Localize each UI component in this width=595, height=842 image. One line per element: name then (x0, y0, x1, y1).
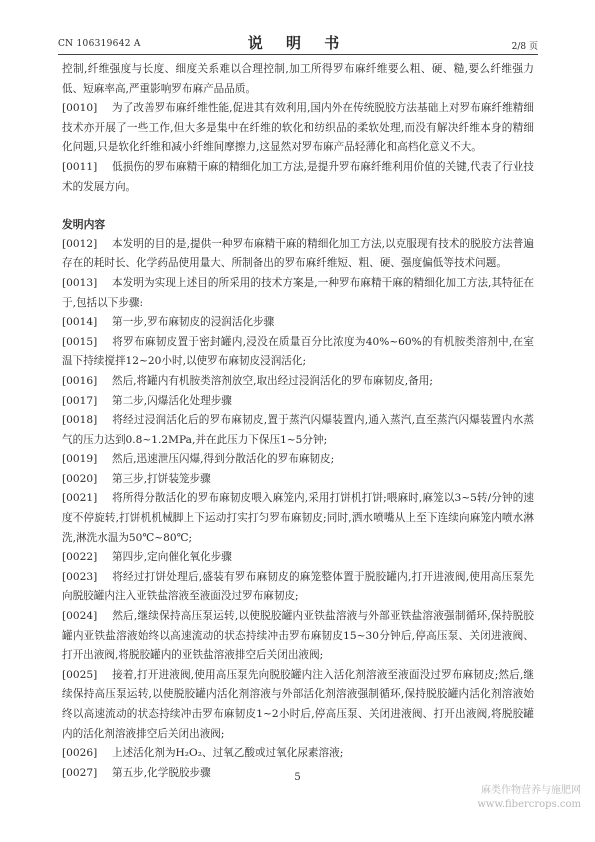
document-title: 说 明 书 (247, 34, 349, 52)
paragraph (62, 450, 534, 470)
paragraph-number: [0025] (62, 668, 98, 681)
paragraph-text: 将罗布麻韧皮置于密封罐内,浸没在质量百分比浓度为40%~60%的有机胺类溶剂中,在室温下持续搅拌12~20小时,以使罗布麻韧皮浸润活化; (62, 335, 534, 368)
paragraph (62, 99, 534, 158)
paragraph-text: 将经过浸润活化后的罗布麻韧皮,置于蒸汽闪爆装置内,通入蒸汽,直至蒸汽闪爆装置内水蒸气的压力达到0.8~1.2MPa,并在此压力下保压1~5分钟; (62, 414, 534, 446)
paragraph-number: [0023] (62, 570, 98, 583)
page-header (58, 30, 538, 54)
section-heading: 发明内容 (62, 218, 106, 232)
paragraph (62, 158, 534, 197)
paragraph-number: [0022] (62, 551, 98, 564)
paragraph-number: [0012] (62, 237, 98, 250)
paragraph-text: 本发明为实现上述目的所采用的技术方案是,一种罗布麻精干麻的精细化加工方法,其特征在于,包括以下步骤: (62, 276, 534, 309)
paragraph-text: 第二步,闪爆活化处理步骤 (112, 394, 232, 407)
main-paragraphs (62, 235, 534, 784)
paragraph (62, 411, 534, 450)
paragraph-text: 控制,纤维强度与长度、细度关系难以合理控制,加工所得罗布麻纤维要么粗、硬、糙,要么纤维强力低、短麻率高,严重影响罗布麻产品品质。 (62, 63, 534, 95)
page-indicator: 2/8 页 (511, 42, 538, 52)
paragraph-number: [0015] (62, 335, 98, 348)
header-rule (58, 54, 538, 55)
paragraph-number: [0027] (62, 766, 98, 779)
paragraph (62, 548, 534, 568)
top-paragraphs (62, 60, 534, 197)
paragraph-number: [0019] (62, 453, 98, 466)
document-body (62, 60, 534, 783)
paragraph (62, 313, 534, 333)
paragraph (62, 470, 534, 490)
page-number: 5 (294, 772, 301, 783)
paragraph-number: [0021] (62, 492, 98, 505)
paragraph-text: 将所得分散活化的罗布麻韧皮喂入麻笼内,采用打饼机打饼;喂麻时,麻笼以3~5转/分钟的速度不停旋转,打饼机机械脚上下运动打实打匀罗布麻韧皮;同时,洒水喷嘴从上至下连续向麻笼内喷水淋洗,淋洗水温为50℃~80℃; (62, 492, 534, 544)
paragraph (62, 60, 534, 99)
paragraph-text: 第五步,化学脱胶步骤 (112, 766, 211, 779)
watermark-site-name: 麻类作物营养与施肥网 (481, 785, 581, 796)
paragraph-text: 接着,打开进液阀,使用高压泵先向脱胶罐内注入活化剂溶液至液面没过罗布麻韧皮;然后,继续保持高压泵运转,以使脱胶罐内活化剂溶液与外部活化剂溶液强制循环,保持脱胶罐内活化剂溶液始终以高速流动的状态持续冲击罗布麻韧皮1~2小时后,停高压泵、关闭进液阀、打开出液阀,将脱胶罐内的活化剂溶液排空后关闭出液阀; (62, 668, 534, 740)
paragraph-number: [0017] (62, 394, 98, 407)
paragraph (62, 274, 534, 313)
paragraph-text: 然后,将罐内有机胺类溶剂放空,取出经过浸润活化的罗布麻韧皮,备用; (112, 374, 433, 387)
paragraph (62, 333, 534, 372)
paragraph-number: [0026] (62, 747, 98, 760)
paragraph-text: 上述活化剂为H₂O₂、过氧乙酸或过氧化尿素溶液; (112, 747, 344, 760)
paragraph-text: 低损伤的罗布麻精干麻的精细化加工方法,是提升罗布麻纤维利用价值的关键,代表了行业技术的发展方向。 (62, 160, 534, 193)
paragraph-number: [0020] (62, 472, 98, 485)
paragraph-text: 将经过打饼处理后,盛装有罗布麻韧皮的麻笼整体置于脱胶罐内,打开进液阀,使用高压泵先向脱胶罐内注入亚铁盐溶液至液面没过罗布麻韧皮; (62, 570, 534, 603)
paragraph-number: [0013] (62, 276, 98, 289)
paragraph-number: [0014] (62, 316, 98, 329)
paragraph-text: 第一步,罗布麻韧皮的浸润活化步骤 (112, 316, 275, 329)
watermark-url: www.fibercrops.com (477, 799, 581, 810)
paragraph-number: [0016] (62, 374, 98, 387)
paragraph-text: 本发明的目的是,提供一种罗布麻精干麻的精细化加工方法,以克服现有技术的脱胶方法普遍存在的耗时长、化学药品使用量大、所制备出的罗布麻纤维短、粗、硬、强度偏低等技术问题。 (62, 237, 534, 270)
paragraph-text: 第四步,定向催化氧化步骤 (112, 551, 232, 564)
paragraph (62, 666, 534, 744)
paragraph (62, 744, 534, 764)
document-number: CN 106319642 A (58, 39, 141, 49)
paragraph-text: 第三步,打饼装笼步骤 (112, 472, 211, 485)
paragraph-number: [0018] (62, 414, 98, 427)
paragraph (62, 235, 534, 274)
paragraph-number: [0024] (62, 610, 98, 623)
paragraph-text: 为了改善罗布麻纤维性能,促进其有效利用,国内外在传统脱胶方法基础上对罗布麻纤维精细技术亦开展了一些工作,但大多是集中在纤维的软化和纺织品的柔软处理,而没有解决纤维本身的精细化问题,只是软化纤维和减小纤维间摩擦力,这显然对罗布麻产品轻薄化和高档化意义不大。 (62, 102, 534, 154)
watermark (477, 784, 581, 812)
paragraph-text: 然后,继续保持高压泵运转,以使脱胶罐内亚铁盐溶液与外部亚铁盐溶液强制循环,保持脱胶罐内亚铁盐溶液始终以高速流动的状态持续冲击罗布麻韧皮15~30分钟后,停高压泵、关闭进液阀、打开出液阀,将脱胶罐内的亚铁盐溶液排空后关闭出液阀; (62, 610, 534, 662)
paragraph (62, 372, 534, 392)
paragraph-number: [0011] (62, 160, 98, 173)
paragraph (62, 392, 534, 412)
paragraph (62, 607, 534, 666)
paragraph (62, 568, 534, 607)
paragraph-number: [0010] (62, 102, 98, 115)
paragraph-text: 然后,迅速泄压闪爆,得到分散活化的罗布麻韧皮; (112, 453, 335, 466)
paragraph (62, 489, 534, 548)
